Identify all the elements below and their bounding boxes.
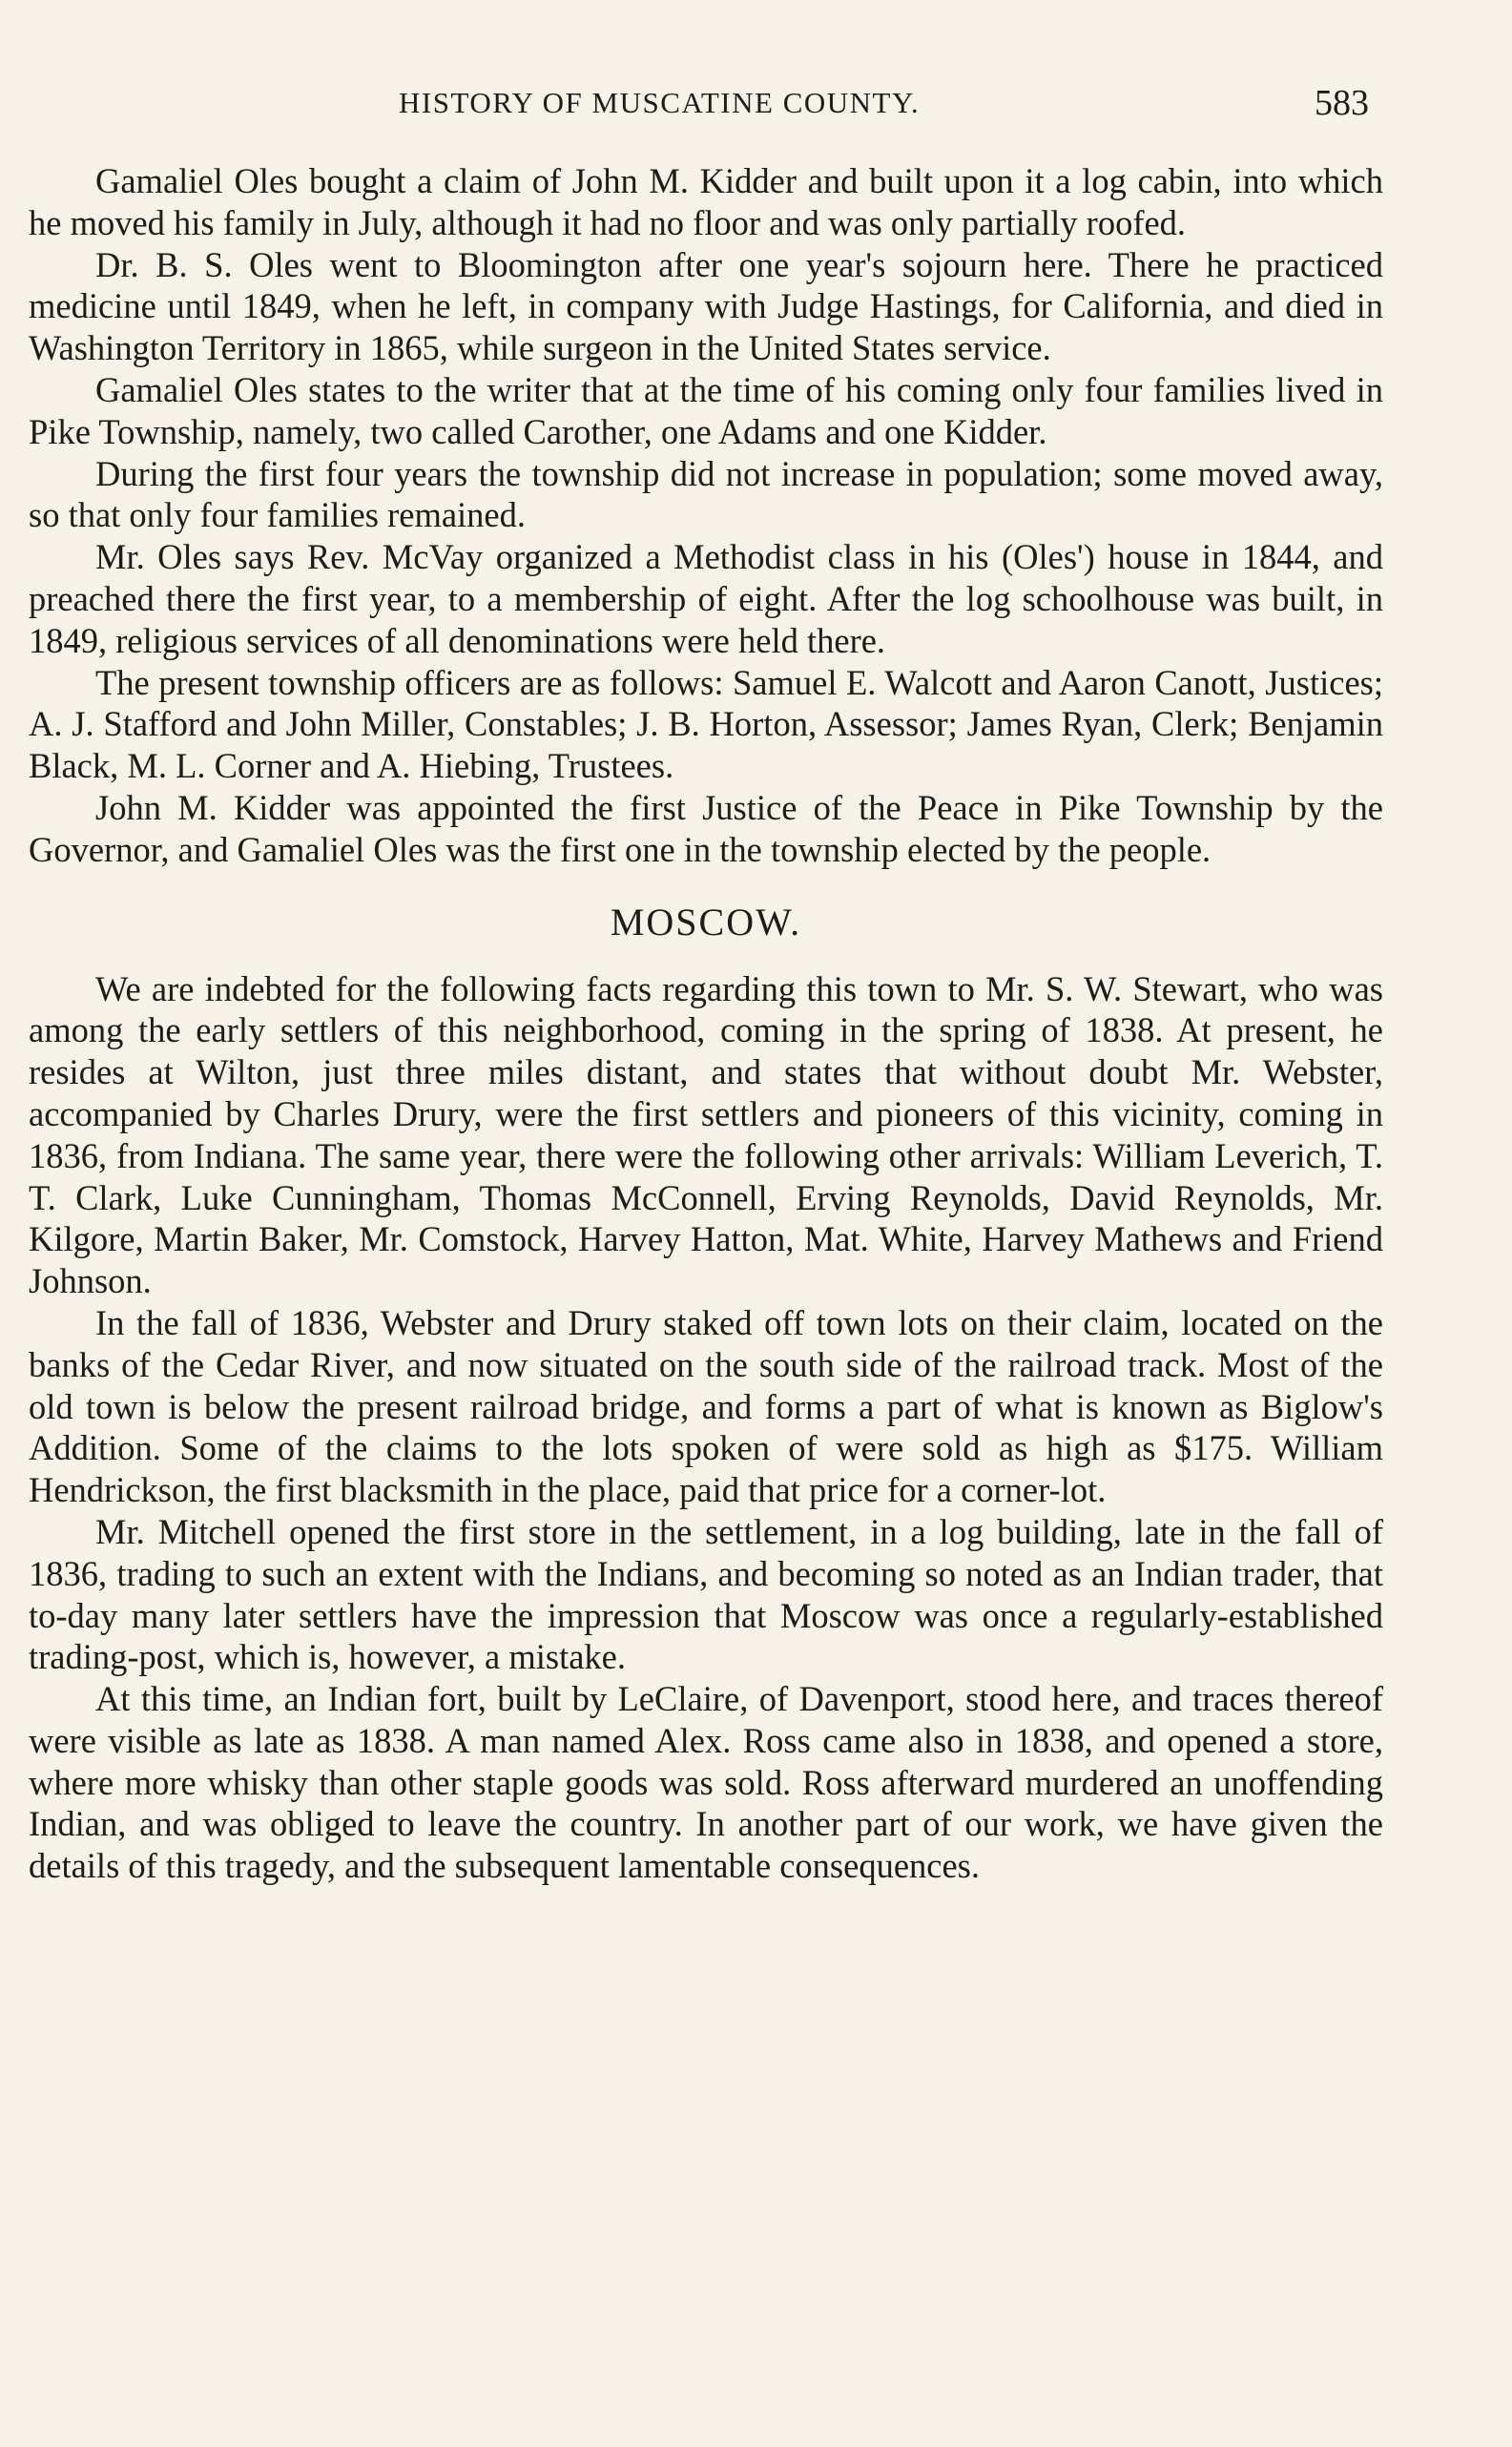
paragraph: At this time, an Indian fort, built by LeClaire, of Davenport, stood here, and traces thereof were visible as late as 1838. A man named Alex. Ross came also in 1838, and opened a store, where more whisky than other staple goods was sold. Ross afterward murdered an unoffending Indian, and was obliged to leave the country. In another part of our work, we have given the details of this tragedy, and the subsequent lamentable consequences.	[29, 1679, 1383, 1886]
paragraph: John M. Kidder was appointed the first Justice of the Peace in Pike Township by the Governor, and Gamaliel Oles was the first one in the township elected by the people.	[29, 787, 1383, 869]
running-title: HISTORY OF MUSCATINE COUNTY.	[399, 86, 921, 119]
page-body	[29, 160, 1383, 1887]
paragraph: Gamaliel Oles states to the writer that at the time of his coming only four families lived in Pike Township, namely, two called Carother, one Adams and one Kidder.	[29, 369, 1383, 451]
paragraph: Gamaliel Oles bought a claim of John M. Kidder and built upon it a log cabin, into which he moved his family in July, although it had no floor and was only partially roofed.	[29, 161, 1383, 242]
paragraph: Mr. Oles says Rev. McVay organized a Methodist class in his (Oles') house in 1844, and preached there the first year, to a membership of eight. After the log schoolhouse was built, in 1849, religious services of all denominations were held there.	[29, 537, 1383, 660]
paragraph: Mr. Mitchell opened the first store in the settlement, in a log building, late in the fall of 1836, trading to such an extent with the Indians, and becoming so noted as an Indian trader, that to-day many later settlers have the impression that Moscow was once a regularly-established trading-post, which is, however, a mistake.	[29, 1511, 1383, 1677]
paragraph: We are indebted for the following facts regarding this town to Mr. S. W. Stewart, who was among the early settlers of this neighborhood, coming in the spring of 1838. At present, he resides at Wilton, just three miles distant, and states that without doubt Mr. Webster, accompanied by Charles Drury, were the first settlers and pioneers of this vicinity, coming in 1836, from Indiana. The same year, there were the following other arrivals: William Leverich, T. T. Clark, Luke Cunningham, Thomas McConnell, Erving Reynolds, David Reynolds, Mr. Kilgore, Martin Baker, Mr. Comstock, Harvey Hatton, Mat. White, Harvey Mathews and Friend Johnson.	[29, 968, 1383, 1301]
page-header	[0, 83, 1512, 134]
paragraph: The present township officers are as follows: Samuel E. Walcott and Aaron Canott, Justices; A. J. Stafford and John Miller, Constables; J. B. Horton, Assessor; James Ryan, Clerk; Benjamin Black, M. L. Corner and A. Hiebing, Trustees.	[29, 662, 1383, 786]
paragraph: In the fall of 1836, Webster and Drury staked off town lots on their claim, located on the banks of the Cedar River, and now situated on the south side of the railroad track. Most of the old town is below the present railroad bridge, and forms a part of what is known as Biglow's Addition. Some of the claims to the lots spoken of were sold as high as $175. William Hendrickson, the first blacksmith in the place, paid that price for a corner-lot.	[29, 1302, 1383, 1510]
page-number: 583	[1315, 83, 1369, 123]
paragraph: During the first four years the township did not increase in population; some moved away, so that only four families remained.	[29, 453, 1383, 535]
paragraph: Dr. B. S. Oles went to Bloomington after one year's sojourn here. There he practiced medicine until 1849, when he left, in company with Judge Hastings, for California, and died in Washington Territory in 1865, while surgeon in the United States service.	[29, 244, 1383, 368]
section-heading: MOSCOW.	[610, 900, 802, 944]
